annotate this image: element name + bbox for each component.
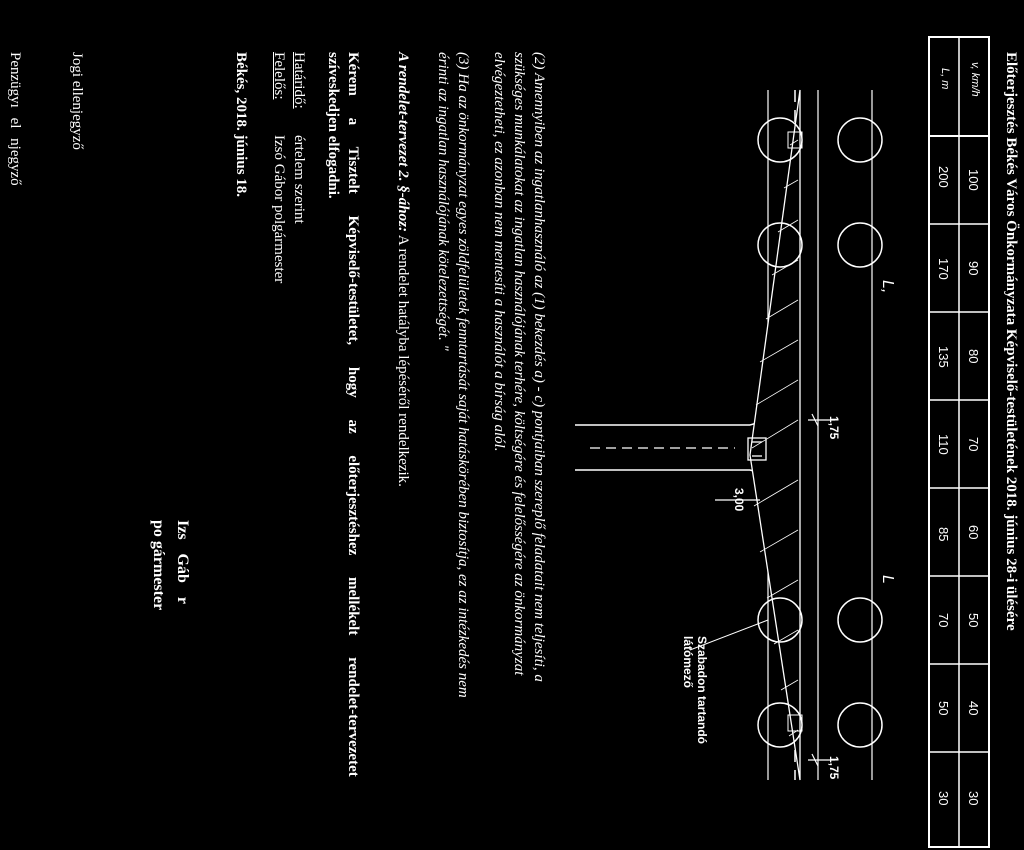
paragraph-2: (2) Amennyiben az ingatlanhasználó az (1) bekezdés a) - c) pontjaiban szereplő feladatait nem teljesíti, a	[531, 52, 547, 682]
document-header: Előterjesztés Békés Város Önkormányzata Képviselő-testületének 2018. június 28-i ülésére	[1003, 52, 1019, 631]
dimension-label: 1,75	[827, 756, 841, 780]
sight-triangle	[750, 90, 800, 780]
deadline-value: értelem szerint	[291, 135, 307, 224]
table-cell-speed: 40	[966, 701, 981, 716]
table-cell-speed: 30	[966, 791, 981, 806]
table-cell-length: 110	[936, 434, 951, 455]
diagram-label-l: L	[879, 575, 896, 584]
legal-review: Jogi ellenjegyző	[69, 52, 85, 150]
paragraph-2: elvégeztetheti, ez azonban nem mentesíti a használót a bírság alól.	[491, 52, 507, 452]
table-cell-length: 85	[936, 527, 951, 542]
callout-label: látómező	[681, 636, 695, 689]
sight-triangle-diagram	[560, 60, 930, 800]
responsible-label: Felelős:	[271, 52, 287, 100]
paragraph-3: érinti az ingatlan használójának kötelezettségét. "	[435, 52, 451, 351]
signature-title: po gármester	[150, 520, 167, 611]
request-text: Kérem a Tisztelt Képviselő-testületet, hogy az előterjesztéshez mellékelt rendelet-tervezetet	[345, 52, 361, 777]
dimension-label: 3,00	[732, 488, 746, 512]
signature-name: Izs Gáb r	[174, 520, 191, 604]
table-cell-speed: 60	[966, 525, 981, 540]
table-cell-length: 135	[936, 346, 951, 368]
table-cell-speed: 100	[966, 169, 981, 191]
table-cell-length: 50	[936, 701, 951, 716]
place-date: Békés, 2018. június 18.	[233, 52, 249, 198]
table-cell-length: 70	[936, 613, 951, 628]
table-cell-speed: 80	[966, 349, 981, 364]
table-cell-speed: 50	[966, 613, 981, 628]
table-speed-label: v, km/h	[969, 62, 981, 97]
section-text: A rendelet hatályba lépéséről rendelkezik.	[395, 231, 411, 487]
vehicle-top	[758, 118, 882, 267]
section-note	[395, 52, 410, 487]
table-cell-length: 200	[936, 166, 951, 188]
deadline-label: Határidő:	[291, 52, 307, 109]
finance-review: Penzügyı el njegyző	[7, 52, 23, 186]
table-length-label: L, m	[939, 68, 951, 90]
paragraph-3: (3) Ha az önkormányzat egyes zöldfelületek fenntartását saját hatáskörében biztosítja, ez az intézkedés nem	[455, 52, 471, 698]
dimension-label: 1,75	[827, 416, 841, 440]
request-text: szíveskedjen elfogadni.	[325, 52, 341, 199]
table-cell-speed: 90	[966, 261, 981, 276]
paragraph-2: szükséges munkálatokat az ingatlan használójának terhére, költségére és felelősségére az önkormányzat	[511, 52, 527, 676]
diagram-label-l-small: L,	[879, 280, 896, 294]
callout-label: Szabadon tartandó	[695, 636, 709, 745]
responsible-value: Izsó Gábor polgármester	[271, 135, 287, 284]
speed-length-table	[928, 36, 990, 848]
section-lead: A rendelet-tervezet 2. §-ához:	[395, 52, 411, 232]
table-cell-length: 170	[936, 258, 951, 280]
table-cell-length: 30	[936, 791, 951, 806]
table-cell-speed: 70	[966, 437, 981, 452]
